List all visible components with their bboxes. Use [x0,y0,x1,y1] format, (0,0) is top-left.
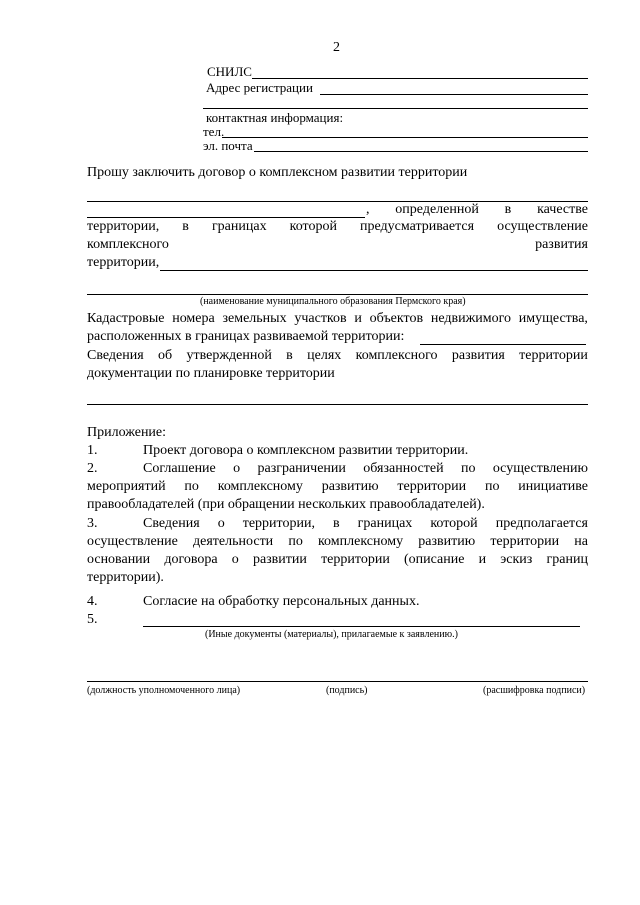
signature-line[interactable] [87,681,588,682]
email-label: эл. почта [203,138,253,153]
attachment-5-number: 5. [87,612,98,627]
attachment-1-text: Проект договора о комплексном развитии территории. [143,443,469,458]
email-field[interactable] [254,151,588,152]
attachment-4-text: Согласие на обработку персональных данных. [143,594,420,609]
attachment-1-number: 1. [87,443,98,458]
contact-label: контактная информация: [206,110,344,125]
decoding-caption: (расшифровка подписи) [483,685,586,696]
territory-row-2: территории, в границах которой предусматривается осуществление [87,219,588,234]
planning-field[interactable] [87,404,588,405]
territory-name-field-2[interactable] [87,217,365,218]
attachment-3-number: 3. [87,516,98,531]
request-text: Прошу заключить договор о комплексном развитии территории [87,165,468,180]
position-caption: (должность уполномоченного лица) [87,685,241,696]
attachment-2-line-2: мероприятий по комплексному развитию территории по инициативе [87,479,588,494]
attachment-5-field[interactable] [143,626,580,627]
snils-label: СНИЛС [207,64,252,79]
attachments-title: Приложение: [87,425,167,440]
planning-line-1: Сведения об утвержденной в целях комплексного развития территории [87,348,588,363]
attachment-3-line-4: территории). [87,570,164,585]
municipality-field[interactable] [87,294,588,295]
cadastral-line-2: расположенных в границах развиваемой территории: [87,329,405,344]
cadastral-field[interactable] [420,344,586,345]
attachment-2-number: 2. [87,461,98,476]
territory-row-4-field[interactable] [160,270,588,271]
attachment-2-line-3: правообладателей (при обращении нескольких правообладателей). [87,497,485,512]
cadastral-line-1: Кадастровые номера земельных участков и объектов недвижимого имущества, [87,311,588,326]
attachment-3-line-2: осуществление деятельности по комплексному развитию территории на [87,534,588,549]
attachment-3-line-1: Сведения о территории, в границах которой предполагается [143,516,588,531]
address-field[interactable] [320,94,588,95]
other-docs-caption: (Иные документы (материалы), прилагаемые к заявлению.) [205,629,458,640]
attachment-3-line-3: основании договора о развитии территории (описание и эскиз границ [87,552,588,567]
address-field-line2[interactable] [203,108,588,109]
page-number: 2 [333,40,340,55]
phone-field[interactable] [222,137,588,138]
territory-row-1: , определенной в качестве [366,202,588,217]
municipality-caption: (наименование муниципального образования Пермского края) [200,296,466,307]
phone-label: тел. [203,124,225,139]
attachment-4-number: 4. [87,594,98,609]
territory-row-4: территории, [87,255,160,270]
signature-caption: (подпись) [326,685,368,696]
snils-field[interactable] [252,78,588,79]
attachment-2-line-1: Соглашение о разграничении обязанностей по осуществлению [143,461,588,476]
territory-row-3: комплексного развития [87,237,588,252]
address-label: Адрес регистрации [206,80,313,95]
planning-line-2: документации по планировке территории [87,366,335,381]
